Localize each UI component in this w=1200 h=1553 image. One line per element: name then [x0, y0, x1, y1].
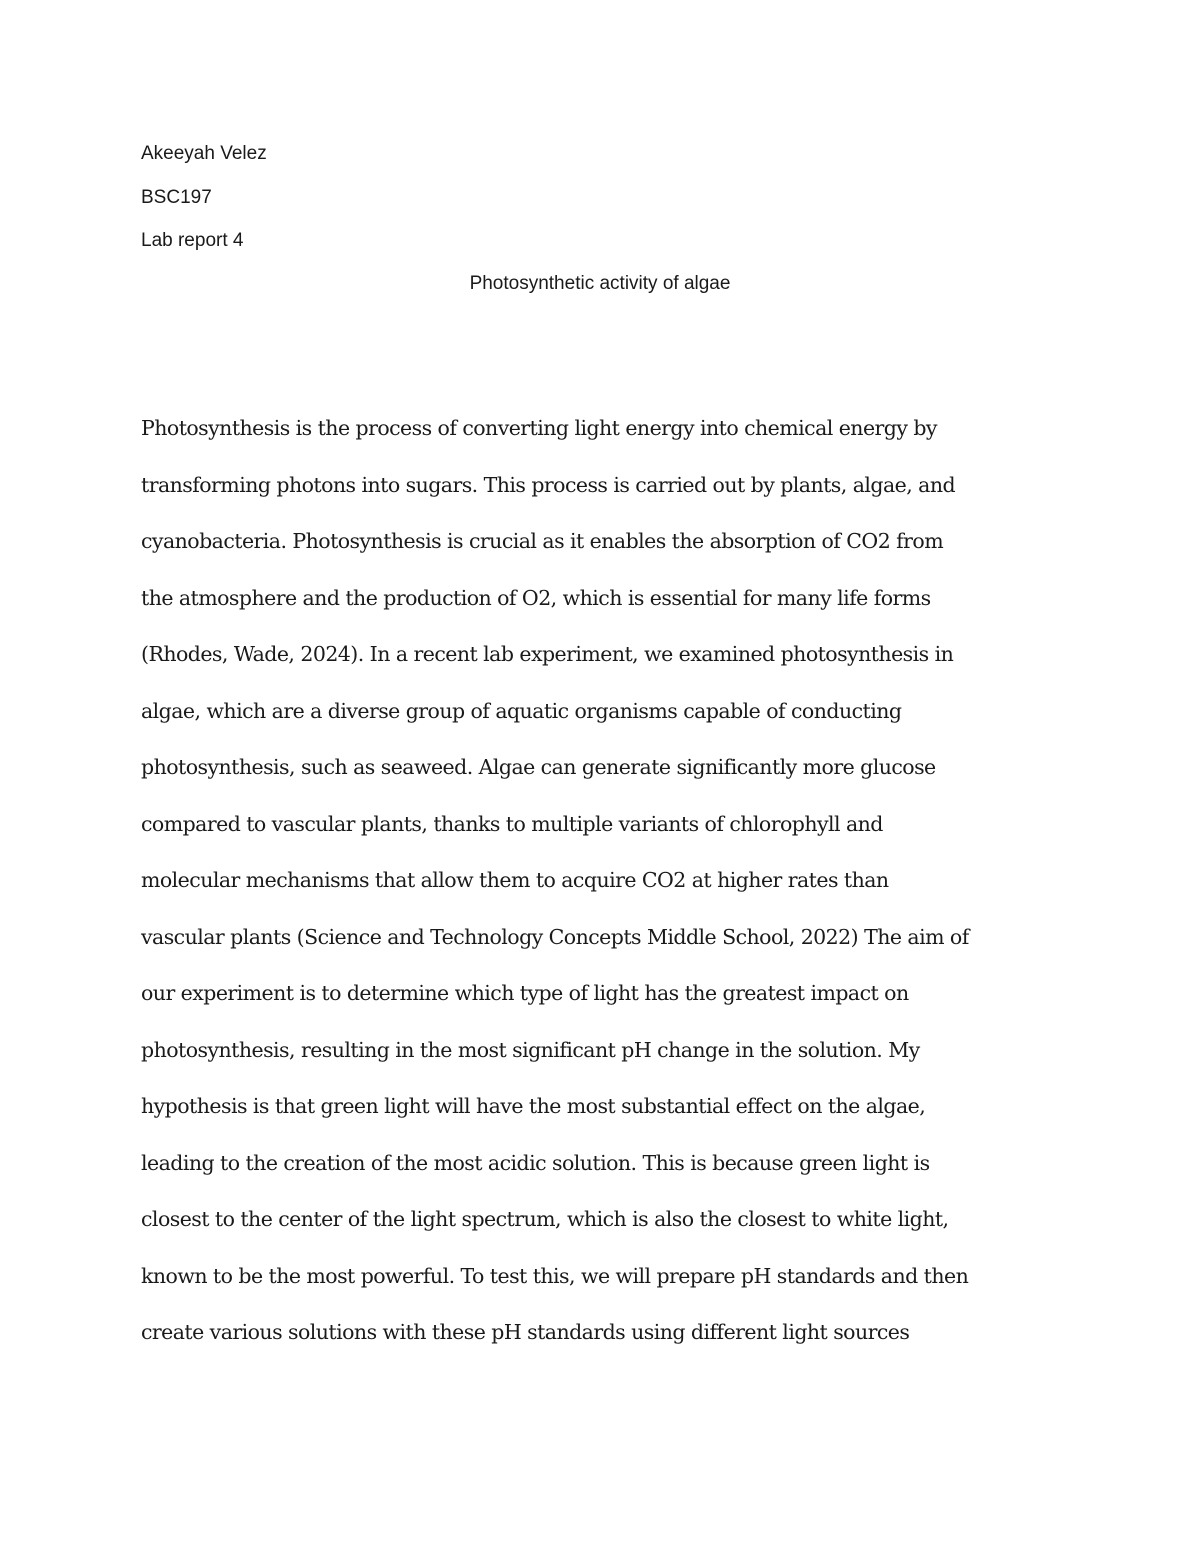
- author-name: Akeeyah Velez: [141, 143, 267, 164]
- body-line: compared to vascular plants, thanks to multiple variants of chlorophyll and: [141, 811, 883, 836]
- body-line: (Rhodes, Wade, 2024). In a recent lab experiment, we examined photosynthesis in: [141, 642, 954, 666]
- body-paragraph: [141, 400, 1071, 1361]
- body-line: closest to the center of the light spectrum, which is also the closest to white light,: [141, 1207, 949, 1231]
- course-code: BSC197: [141, 187, 212, 208]
- body-line: our experiment is to determine which type of light has the greatest impact on: [141, 981, 909, 1005]
- body-line: Photosynthesis is the process of converting light energy into chemical energy by: [141, 416, 937, 440]
- body-line: create various solutions with these pH standards using different light sources: [141, 1320, 910, 1344]
- body-line: hypothesis is that green light will have the most substantial effect on the algae,: [141, 1094, 926, 1118]
- body-line: the atmosphere and the production of O2, which is essential for many life forms: [141, 585, 931, 610]
- body-line: vascular plants (Science and Technology Concepts Middle School, 2022) The aim of: [141, 924, 969, 949]
- body-line: transforming photons into sugars. This process is carried out by plants, algae, and: [141, 472, 956, 497]
- body-line: algae, which are a diverse group of aquatic organisms capable of conducting: [141, 698, 902, 723]
- body-line: known to be the most powerful. To test this, we will prepare pH standards and then: [141, 1263, 969, 1288]
- body-line: molecular mechanisms that allow them to acquire CO2 at higher rates than: [141, 868, 889, 892]
- document-title: Photosynthetic activity of algae: [469, 273, 731, 294]
- body-line: photosynthesis, resulting in the most significant pH change in the solution. My: [141, 1037, 920, 1062]
- report-label: Lab report 4: [141, 230, 244, 251]
- body-line: leading to the creation of the most acidic solution. This is because green light is: [141, 1150, 930, 1175]
- body-line: photosynthesis, such as seaweed. Algae can generate significantly more glucose: [141, 755, 936, 779]
- body-line: cyanobacteria. Photosynthesis is crucial as it enables the absorption of CO2 from: [141, 529, 944, 553]
